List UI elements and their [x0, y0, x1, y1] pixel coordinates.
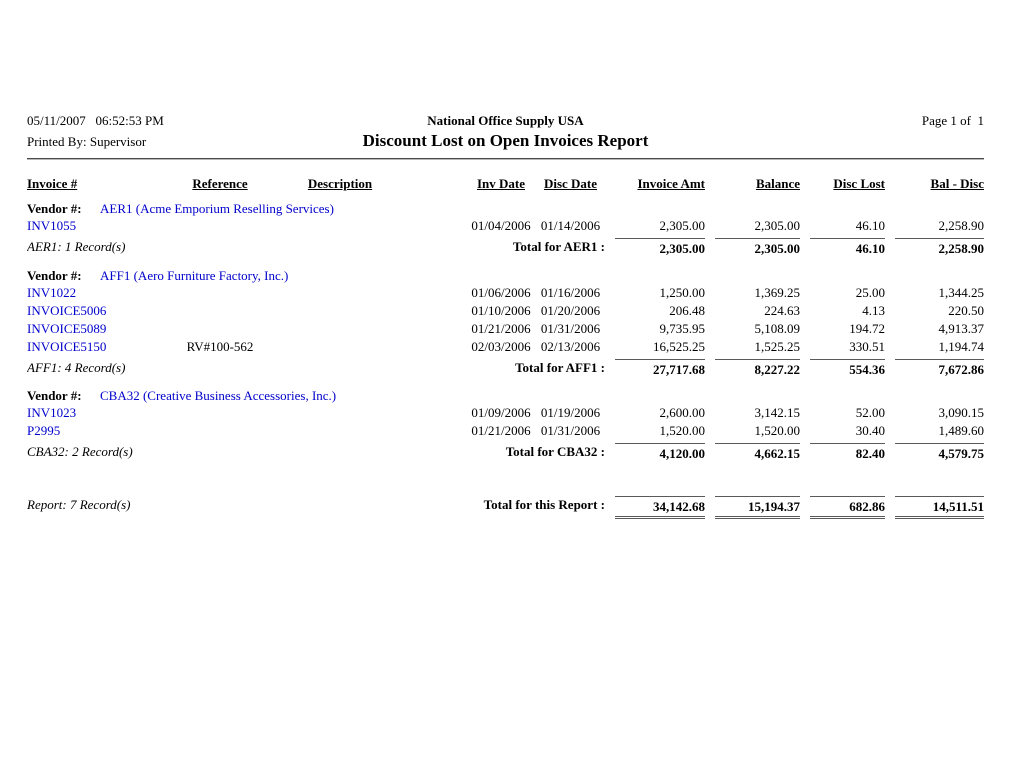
report-header-row-2: [27, 131, 984, 151]
balance-cell: 2,305.00: [754, 218, 800, 233]
inv-date-cell: 02/03/2006: [471, 339, 531, 354]
description-cell: [280, 217, 400, 235]
total-bal-disc: 2,258.90: [895, 238, 984, 258]
vendor-number-label: Vendor #:: [27, 388, 82, 403]
description-cell: [280, 338, 400, 356]
vendor-total-row: [27, 443, 984, 463]
vendor-name-link[interactable]: AFF1 (Aero Furniture Factory, Inc.): [100, 268, 289, 283]
inv-date-cell: 01/21/2006: [471, 423, 531, 438]
vendor-total-label: Total for AFF1 :: [515, 360, 605, 375]
disc-date-cell: 01/31/2006: [540, 321, 601, 336]
vendor-record-count: AFF1: 4 Record(s): [27, 360, 126, 375]
reference-cell: [160, 217, 280, 235]
vendor-total-row: [27, 238, 984, 258]
total-balance: 2,305.00: [715, 238, 800, 258]
invoice-amt-cell: 9,735.95: [659, 321, 705, 336]
total-bal-disc: 4,579.75: [895, 443, 984, 463]
disc-date-cell: 01/14/2006: [540, 218, 601, 233]
bal-disc-cell: 1,489.60: [938, 423, 984, 438]
disc-lost-cell: 30.40: [855, 423, 885, 438]
total-disc-lost: 554.36: [810, 359, 885, 379]
disc-lost-cell: 4.13: [862, 303, 885, 318]
vendor-name-link[interactable]: CBA32 (Creative Business Accessories, Inc.): [100, 388, 337, 403]
description-cell: [280, 302, 400, 320]
report-total-invoice-amt: 34,142.68: [615, 496, 705, 519]
reference-cell: RV#100-562: [186, 339, 254, 354]
inv-date-cell: 01/10/2006: [471, 303, 531, 318]
col-header-inv-date: Inv Date: [476, 176, 526, 191]
company-name: National Office Supply USA: [427, 113, 584, 128]
invoice-row: [27, 217, 984, 235]
invoice-number-link[interactable]: P2995: [27, 423, 61, 438]
column-header-row: [27, 175, 984, 193]
reference-cell: [160, 320, 280, 338]
balance-cell: 224.63: [764, 303, 800, 318]
inv-date-cell: 01/09/2006: [471, 405, 531, 420]
description-cell: [280, 404, 400, 422]
total-invoice-amt: 27,717.68: [615, 359, 705, 379]
bal-disc-cell: 2,258.90: [938, 218, 984, 233]
inv-date-cell: 01/06/2006: [471, 285, 531, 300]
col-header-disc-lost: Disc Lost: [833, 176, 885, 191]
disc-lost-cell: 330.51: [849, 339, 885, 354]
vendor-number-label: Vendor #:: [27, 268, 82, 283]
reference-cell: [160, 284, 280, 302]
total-balance: 8,227.22: [715, 359, 800, 379]
vendor-header: [27, 201, 984, 217]
bal-disc-cell: 3,090.15: [938, 405, 984, 420]
report-total-balance: 15,194.37: [715, 496, 800, 519]
disc-date-cell: 01/16/2006: [540, 285, 601, 300]
disc-lost-cell: 46.10: [855, 218, 885, 233]
disc-lost-cell: 25.00: [855, 285, 885, 300]
invoice-amt-cell: 1,250.00: [659, 285, 705, 300]
balance-cell: 3,142.15: [754, 405, 800, 420]
bal-disc-cell: 1,194.74: [938, 339, 984, 354]
vendor-name-link[interactable]: AER1 (Acme Emporium Reselling Services): [100, 201, 334, 216]
invoice-amt-cell: 1,520.00: [659, 423, 705, 438]
report-content: [27, 113, 984, 519]
report-record-count: Report: 7 Record(s): [27, 497, 131, 512]
total-balance: 4,662.15: [715, 443, 800, 463]
invoice-row: [27, 422, 984, 440]
invoice-number-link[interactable]: INVOICE5150: [27, 339, 107, 354]
description-cell: [280, 284, 400, 302]
report-total-disc-lost: 682.86: [810, 496, 885, 519]
invoice-row: [27, 338, 984, 356]
disc-date-cell: 01/20/2006: [540, 303, 601, 318]
invoice-amt-cell: 2,600.00: [659, 405, 705, 420]
disc-date-cell: 01/19/2006: [540, 405, 601, 420]
col-header-bal-disc: Bal - Disc: [930, 176, 984, 191]
invoice-number-link[interactable]: INVOICE5006: [27, 303, 107, 318]
vendor-total-label: Total for AER1 :: [512, 239, 605, 254]
vendor-total-row: [27, 359, 984, 379]
invoice-row: [27, 320, 984, 338]
report-header-row-1: [27, 113, 984, 129]
vendor-record-count: AER1: 1 Record(s): [27, 239, 126, 254]
col-header-balance: Balance: [755, 176, 800, 191]
col-header-reference: Reference: [192, 176, 248, 191]
vendor-header: [27, 268, 984, 284]
bal-disc-cell: 220.50: [948, 303, 984, 318]
balance-cell: 1,369.25: [754, 285, 800, 300]
bal-disc-cell: 4,913.37: [938, 321, 984, 336]
balance-cell: 1,525.25: [754, 339, 800, 354]
reference-cell: [160, 404, 280, 422]
printed-by: Printed By: Supervisor: [27, 134, 147, 149]
invoice-number-link[interactable]: INVOICE5089: [27, 321, 107, 336]
disc-date-cell: 02/13/2006: [540, 339, 601, 354]
disc-date-cell: 01/31/2006: [540, 423, 601, 438]
reference-cell: [160, 302, 280, 320]
total-disc-lost: 46.10: [810, 238, 885, 258]
invoice-amt-cell: 16,525.25: [653, 339, 705, 354]
page-indicator: Page 1 of 1: [921, 113, 984, 128]
invoice-number-link[interactable]: INV1055: [27, 218, 77, 233]
total-bal-disc: 7,672.86: [895, 359, 984, 379]
report-title: Discount Lost on Open Invoices Report: [362, 131, 649, 150]
print-datetime: 05/11/2007 06:52:53 PM: [27, 113, 164, 128]
invoice-amt-cell: 2,305.00: [659, 218, 705, 233]
reference-cell: [160, 422, 280, 440]
vendor-record-count: CBA32: 2 Record(s): [27, 444, 133, 459]
report-total-row: [27, 496, 984, 519]
report-total-label: Total for this Report :: [483, 497, 605, 512]
vendor-total-label: Total for CBA32 :: [505, 444, 605, 459]
invoice-row: [27, 284, 984, 302]
inv-date-cell: 01/04/2006: [471, 218, 531, 233]
col-header-invoice: Invoice #: [27, 176, 78, 191]
invoice-number-link[interactable]: INV1023: [27, 405, 77, 420]
invoice-row: [27, 302, 984, 320]
bal-disc-cell: 1,344.25: [938, 285, 984, 300]
vendor-header: [27, 388, 984, 404]
disc-lost-cell: 52.00: [855, 405, 885, 420]
description-cell: [280, 320, 400, 338]
col-header-description: Description: [307, 176, 373, 191]
report-total-bal-disc: 14,511.51: [895, 496, 984, 519]
inv-date-cell: 01/21/2006: [471, 321, 531, 336]
invoice-amt-cell: 206.48: [669, 303, 705, 318]
header-divider: [27, 158, 984, 160]
invoice-number-link[interactable]: INV1022: [27, 285, 77, 300]
description-cell: [280, 422, 400, 440]
total-invoice-amt: 4,120.00: [615, 443, 705, 463]
invoice-row: [27, 404, 984, 422]
col-header-invoice-amt: Invoice Amt: [637, 176, 705, 191]
balance-cell: 1,520.00: [754, 423, 800, 438]
disc-lost-cell: 194.72: [849, 321, 885, 336]
balance-cell: 5,108.09: [754, 321, 800, 336]
col-header-disc-date: Disc Date: [543, 176, 598, 191]
total-disc-lost: 82.40: [810, 443, 885, 463]
vendor-number-label: Vendor #:: [27, 201, 82, 216]
total-invoice-amt: 2,305.00: [615, 238, 705, 258]
